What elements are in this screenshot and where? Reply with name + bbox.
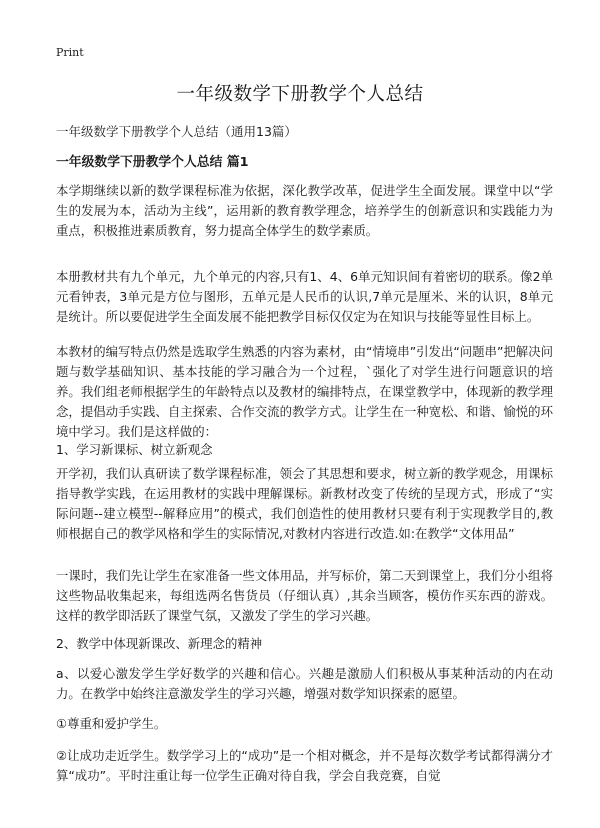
paragraph-3: 本教材的编写特点仍然是选取学生熟悉的内容为素材，由“情境串”引发出“问题串”把解决问题与数学基础知识、基本技能的学习融合为一个过程，`强化了对学生进行问题意识的培养。我们组老师根据学生的年龄特点以及教材的编排特点，在课堂教学中，体现新的教学理念，提倡动手实践、自主探索、合作交流的教学方式。让学生在一种宽松、和谐、愉悦的环境中学习。我们是这样做的： [56, 344, 553, 439]
paragraph-8: ②让成功走近学生。数学学习上的“成功”是一个相对概念，并不是每次数学考试都得满分才算“成功”。平时注重让每一位学生正确对待自我，学会自我竞赛，自觉 [56, 748, 553, 783]
article-heading: 一年级数学下册教学个人总结 篇1 [56, 155, 249, 170]
section-heading-1: 1、学习新课标、树立新观念 [56, 442, 213, 457]
print-label[interactable]: Print [56, 46, 84, 59]
section-heading-2: 2、教学中体现新课改、新理念的精神 [56, 636, 263, 651]
paragraph-1: 本学期继续以新的数学课程标准为依据，深化教学改革，促进学生全面发展。课堂中以“学生的发展为本，活动为主线”，运用新的教育教学理念，培养学生的创新意识和实践能力为重点，积极推进素质教育，努力提高全体学生的数学素质。 [56, 183, 553, 238]
paragraph-7: ①尊重和爱护学生。 [56, 716, 167, 731]
paragraph-5: 一课时，我们先让学生在家准备一些文体用品，并写标价，第二天到课堂上，我们分小组将这些物品收集起来，每组选两名售货员（仔细认真）,其余当顾客，模仿作买东西的游戏。这样的教学即活跃了课堂气氛，又激发了学生的学习兴趣。 [56, 568, 553, 623]
document-subtitle: 一年级数学下册教学个人总结（通用13篇） [56, 124, 297, 139]
paragraph-6: a、以爱心激发学生学好数学的兴趣和信心。兴趣是激励人们积极从事某种活动的内在动力。在教学中始终注意激发学生的学习兴趣，增强对数学知识探索的愿望。 [56, 666, 553, 701]
paragraph-4: 开学初，我们认真研读了数学课程标准，领会了其思想和要求，树立新的教学观念，用课标指导教学实践，在运用教材的实践中理解课标。新教材改变了传统的呈现方式，形成了“实际问题--建立模型--解释应用”的模式，我们创造性的使用教材只要有利于实现教学目的,教师根据自己的教学风格和学生的实际情况,对教材内容进行改造.如:在教学“文体用品” [56, 466, 553, 541]
paragraph-2: 本册教材共有九个单元，九个单元的内容,只有1、4、6单元知识间有着密切的联系。像2单元看钟表，3单元是方位与图形，五单元是人民币的认识,7单元是厘米、米的认识，8单元是统计。所以要促进学生全面发展不能把教学目标仅仅定为在知识与技能等显性目标上。 [56, 269, 553, 324]
document-title: 一年级数学下册教学个人总结 [176, 84, 424, 105]
